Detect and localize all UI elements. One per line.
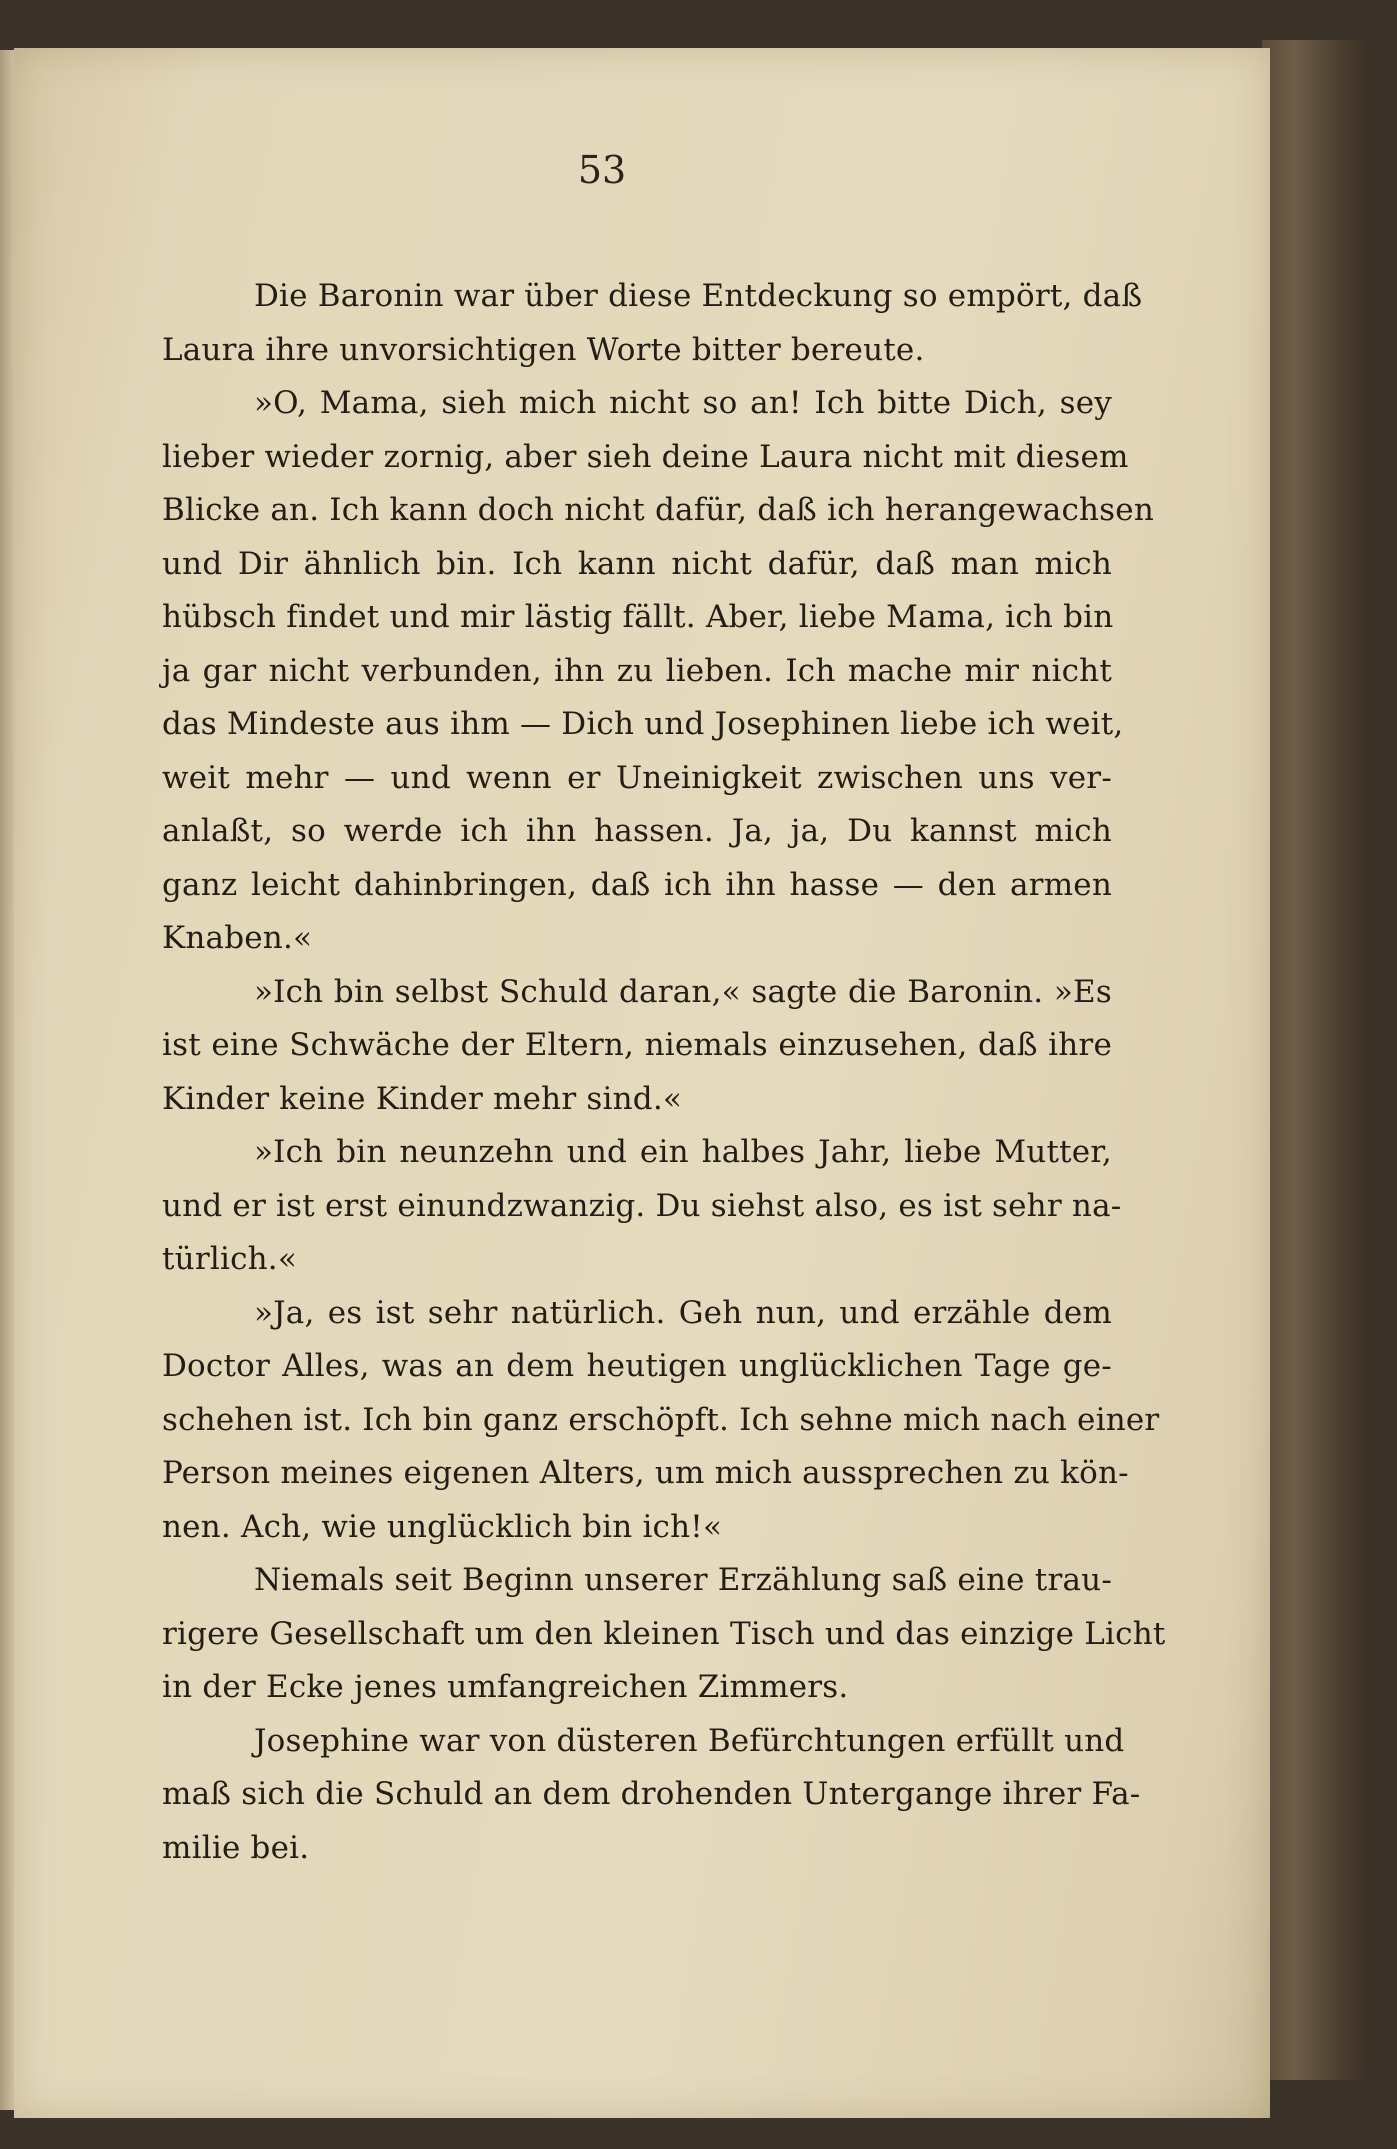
text-line: »Ich bin selbst Schuld daran,« sagte die Baronin. »Es	[254, 973, 1112, 1010]
text-line: ja gar nicht verbunden, ihn zu lieben. Ich mache mir nicht	[162, 652, 1112, 689]
text-line: lieber wieder zornig, aber sieh deine Laura nicht mit diesem	[162, 438, 1129, 475]
text-line: Niemals seit Beginn unserer Erzählung saß eine trau-	[254, 1562, 1112, 1598]
book-binding	[1262, 40, 1372, 2080]
text-line: »Ich bin neunzehn und ein halbes Jahr, liebe Mutter,	[254, 1134, 1112, 1170]
text-line: türlich.«	[162, 1241, 298, 1277]
book-page	[14, 48, 1270, 2118]
text-line: anlaßt, so werde ich ihn hassen. Ja, ja, Du kannst mich	[162, 813, 1112, 849]
page-number: 53	[577, 148, 627, 192]
text-line: nen. Ach, wie unglücklich bin ich!«	[162, 1508, 723, 1545]
text-line: Person meines eigenen Alters, um mich aussprechen zu kön-	[162, 1455, 1129, 1491]
text-line: Kinder keine Kinder mehr sind.«	[162, 1080, 683, 1117]
text-line: Josephine war von düsteren Befürchtungen erfüllt und	[254, 1722, 1125, 1759]
text-line: in der Ecke jenes umfangreichen Zimmers.	[162, 1669, 849, 1705]
text-line: maß sich die Schuld an dem drohenden Untergange ihrer Fa-	[162, 1776, 1141, 1812]
text-line: ist eine Schwäche der Eltern, niemals einzusehen, daß ihre	[162, 1027, 1112, 1063]
text-line: Die Baronin war über diese Entdeckung so empört, daß	[254, 278, 1143, 314]
text-line: das Mindeste aus ihm — Dich und Josephinen liebe ich weit,	[162, 706, 1124, 742]
text-line: hübsch findet und mir lästig fällt. Aber, liebe Mama, ich bin	[162, 599, 1114, 635]
text-line: milie bei.	[162, 1829, 310, 1866]
text-line: und er ist erst einundzwanzig. Du siehst also, es ist sehr na-	[162, 1187, 1122, 1224]
text-line: »Ja, es ist sehr natürlich. Geh nun, und erzähle dem	[254, 1294, 1112, 1331]
body-text	[162, 270, 1166, 1875]
text-line: ganz leicht dahinbringen, daß ich ihn hasse — den armen	[162, 866, 1112, 903]
text-line: Laura ihre unvorsichtigen Worte bitter bereute.	[162, 331, 925, 368]
text-line: schehen ist. Ich bin ganz erschöpft. Ich sehne mich nach einer	[162, 1401, 1160, 1438]
text-line: weit mehr — und wenn er Uneinigkeit zwischen uns ver-	[162, 759, 1112, 796]
text-line: »O, Mama, sieh mich nicht so an! Ich bitte Dich, sey	[254, 385, 1112, 421]
text-line: Doctor Alles, was an dem heutigen unglücklichen Tage ge-	[162, 1348, 1112, 1384]
text-line: Blicke an. Ich kann doch nicht dafür, daß ich herangewachsen	[162, 492, 1154, 528]
text-line: rigere Gesellschaft um den kleinen Tisch und das einzige Licht	[162, 1615, 1166, 1652]
text-line: Knaben.«	[162, 920, 313, 956]
text-line: und Dir ähnlich bin. Ich kann nicht dafür, daß man mich	[162, 545, 1112, 582]
